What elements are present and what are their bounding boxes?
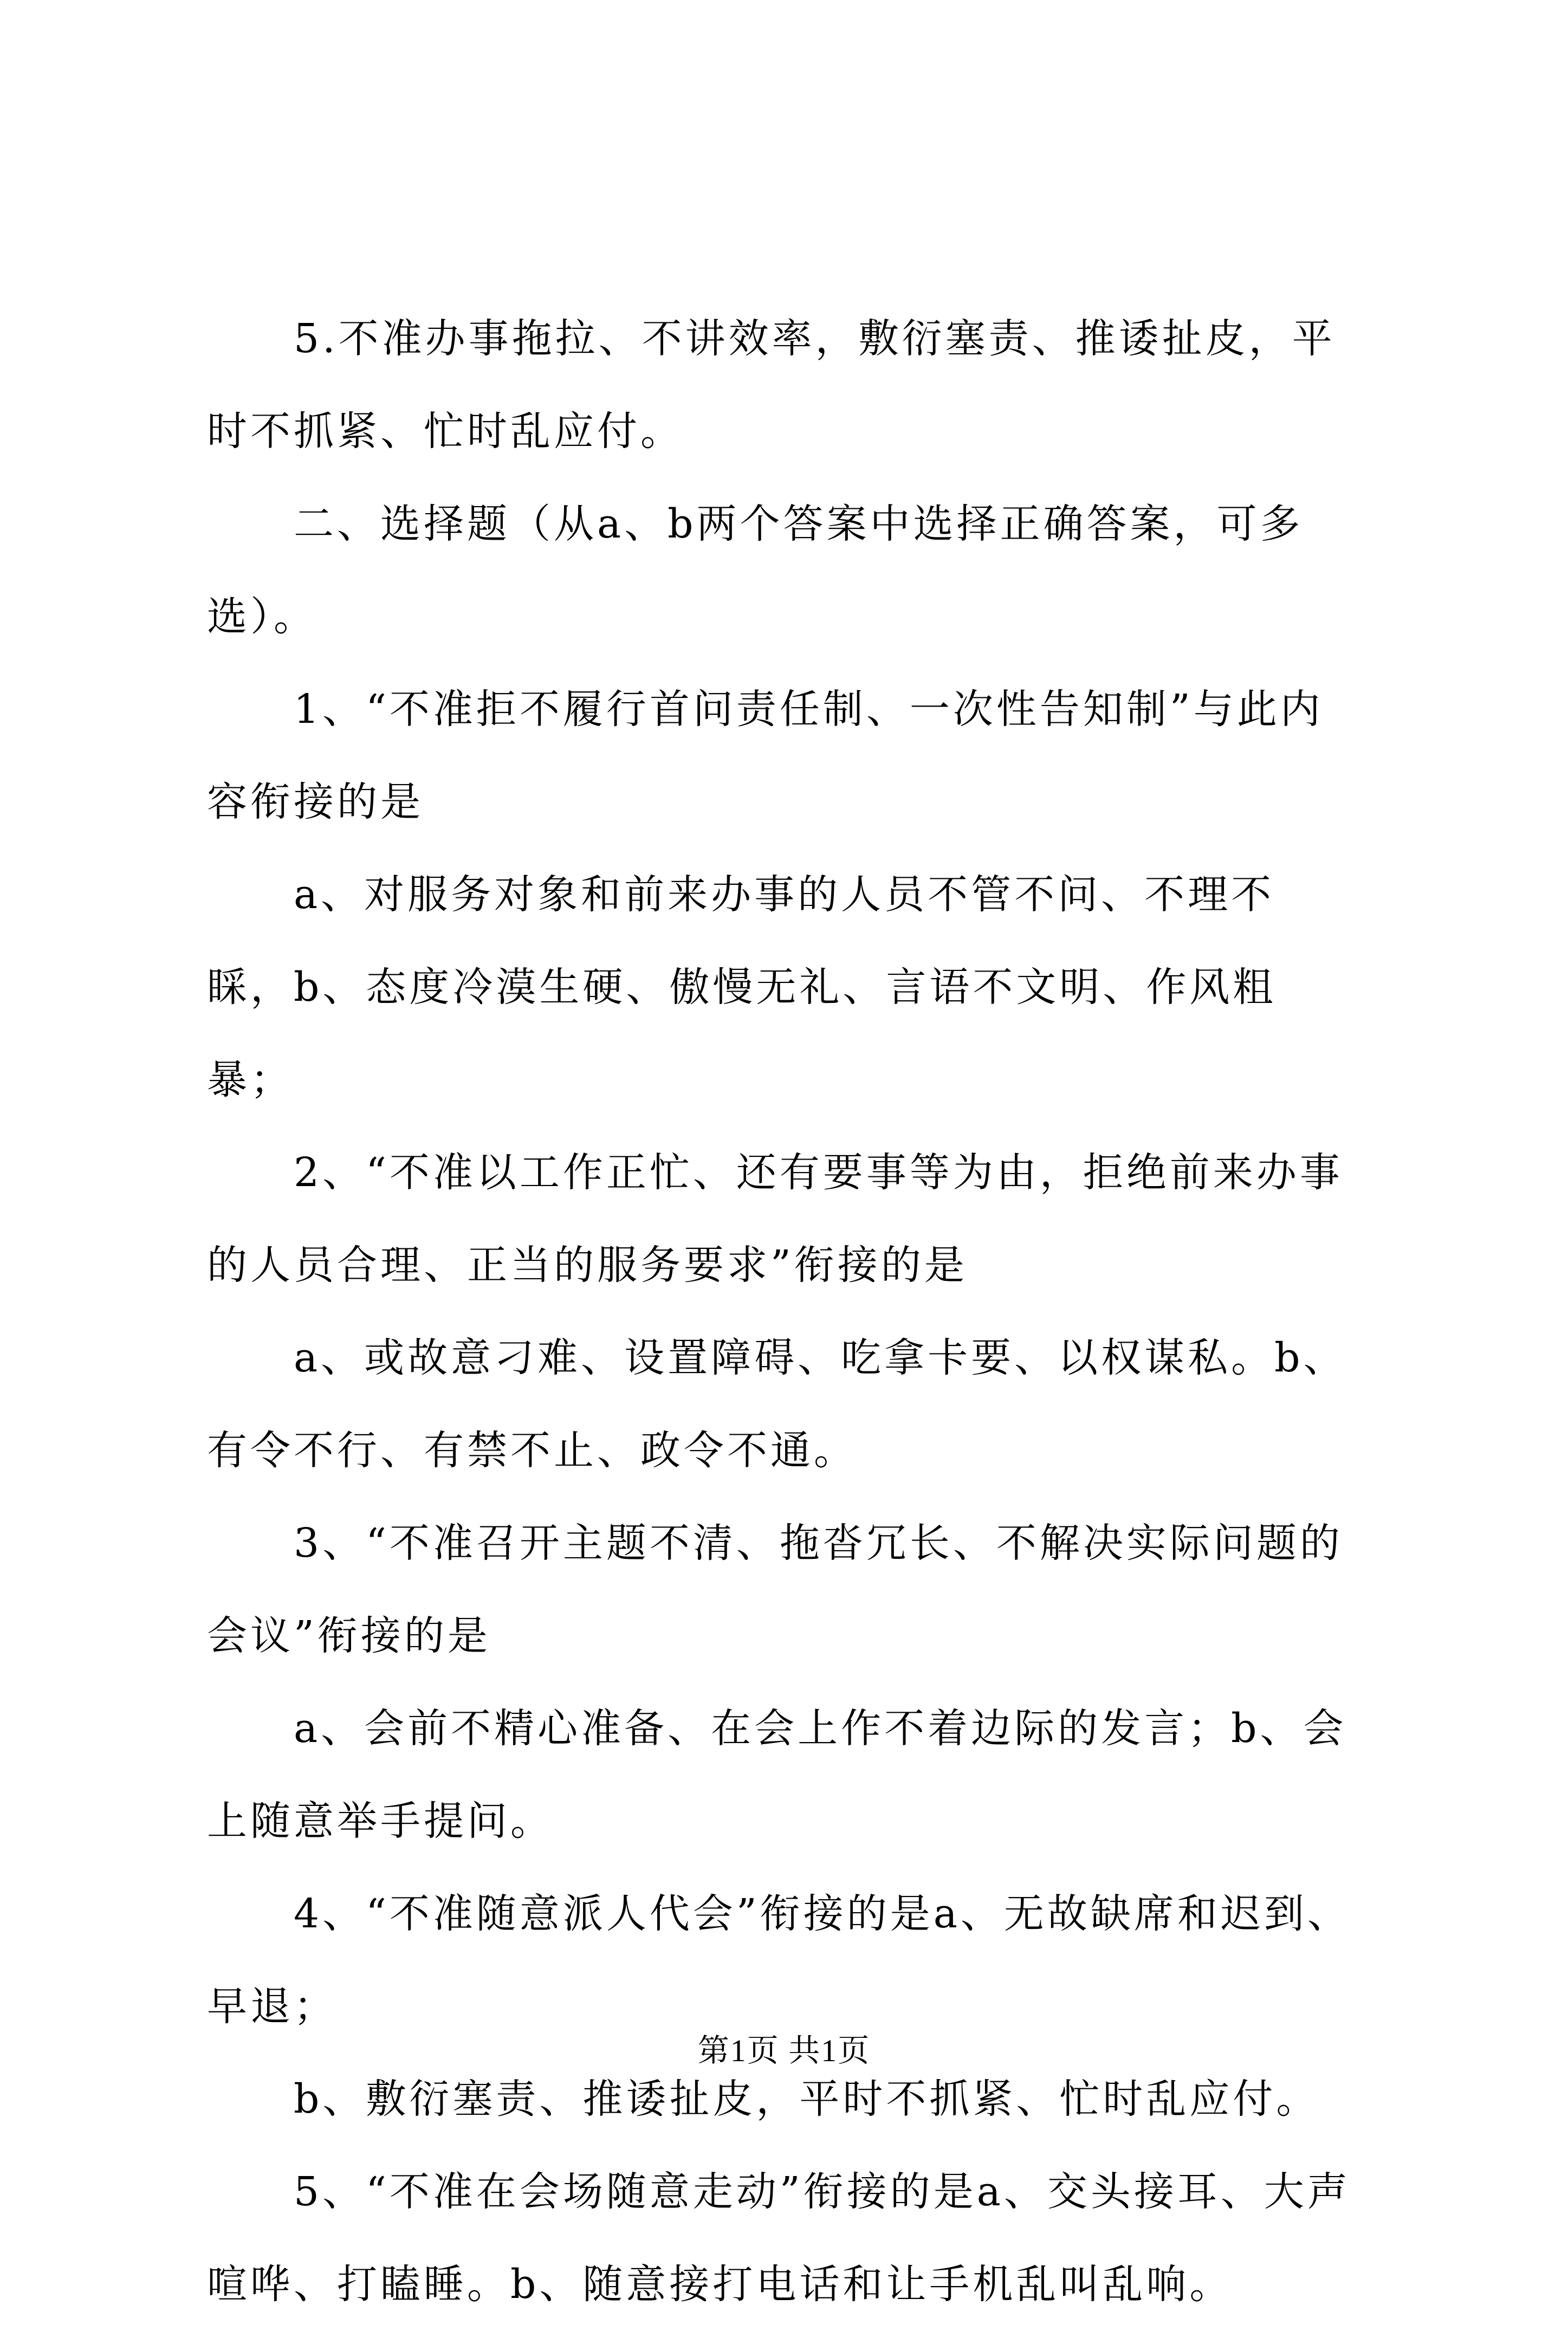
question-3-options: a、会前不精心准备、在会上作不着边际的发言；b、会上随意举手提问。 [207,1705,1347,1844]
question-5: 5、“不准在会场随意走动”衔接的是a、交头接耳、大声喧哗、打瞌睡。b、随意接打电话和让手机乱叫乱响。 [207,2168,1351,2308]
paragraph-item-5-rule: 5.不准办事拖拉、不讲效率，敷衍塞责、推诿扯皮，平时不抓紧、忙时乱应付。 [207,315,1336,455]
document-body [207,293,1361,2331]
section-heading-multiple-choice: 二、选择题（从a、b两个答案中选择正确答案，可多选）。 [207,501,1304,640]
question-4: 4、“不准随意派人代会”衔接的是a、无故缺席和迟到、早退； [207,1890,1351,2030]
question-2: 2、“不准以工作正忙、还有要事等为由，拒绝前来办事的人员合理、正当的服务要求”衔接的是 [207,1149,1343,1288]
question-4-option-b: b、敷衍塞责、推诿扯皮，平时不抓紧、忙时乱应付。 [294,2076,1320,2122]
question-1-options: a、对服务对象和前来办事的人员不管不问、不理不睬，b、态度冷漠生硬、傲慢无礼、言语不文明、作风粗暴； [207,871,1277,1103]
page-number-footer: 第1页 共1页 [697,2033,871,2068]
question-1: 1、“不准拒不履行首问责任制、一次性告知制”与此内容衔接的是 [207,686,1324,825]
question-2-options: a、或故意刁难、设置障碍、吃拿卡要、以权谋私。b、有令不行、有禁不止、政令不通。 [207,1335,1347,1474]
question-3: 3、“不准召开主题不清、拖沓冗长、不解决实际问题的会议”衔接的是 [207,1520,1343,1659]
